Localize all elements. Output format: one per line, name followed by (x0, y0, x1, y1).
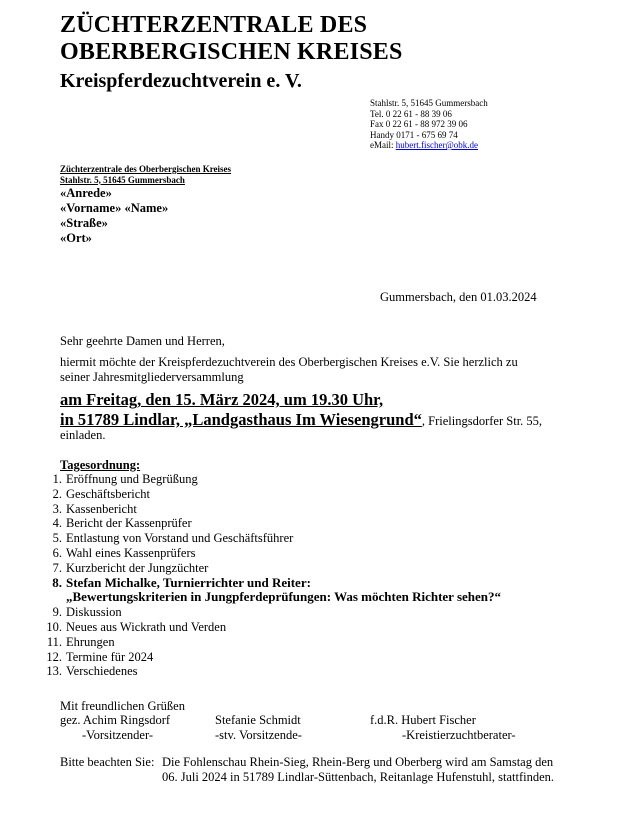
agenda-item-text: Bericht der Kassenprüfer (66, 516, 192, 531)
agenda-item-text: Verschiedenes (66, 664, 138, 679)
letterhead-line-2: OBERBERGISCHEN KREISES (60, 39, 403, 65)
agenda-item-number: 6. (52, 545, 62, 560)
agenda-item-number: 8. (52, 574, 62, 590)
agenda-item (46, 487, 501, 502)
agenda-item-text: Geschäftsbericht (66, 486, 150, 501)
intro-line-1: hiermit möchte der Kreispferdezuchtverein des Oberbergischen Kreises e.V. Sie herzlich zu (60, 355, 518, 369)
sender-line-2: Stahlstr. 5, 51645 Gummersbach (60, 174, 185, 185)
contact-address: Stahlstr. 5, 51645 Gummersbach (370, 98, 488, 108)
contact-handy: Handy 0171 - 675 69 74 (370, 129, 458, 140)
agenda-item-text: Entlastung von Vorstand und Geschäftsführer (66, 531, 294, 546)
letterhead-line-1: ZÜCHTERZENTRALE DES (60, 12, 368, 38)
agenda-item-text: Termine für 2024 (66, 649, 154, 664)
agenda-item-number: 1. (52, 472, 62, 486)
event-venue-row (60, 410, 542, 430)
intro-line-2: seiner Jahresmitgliederversammlung (60, 370, 244, 384)
agenda-item (46, 472, 501, 487)
recipient-city-field: «Ort» (60, 231, 92, 245)
note-line-1: Die Fohlenschau Rhein-Sieg, Rhein-Berg und Oberberg wird am Samstag den (162, 755, 554, 769)
contact-fax: Fax 0 22 61 - 88 972 39 06 (370, 119, 468, 129)
agenda-item-text: Diskussion (66, 605, 122, 620)
note-line-2: 06. Juli 2024 in 51789 Lindlar-Süttenbach, Reitanlage Hufenstuhl, stattfinden. (162, 770, 555, 784)
closing-greeting: Mit freundlichen Grüßen (60, 699, 185, 713)
agenda-item-number: 3. (52, 501, 62, 516)
agenda-item-text: Stefan Michalke, Turnierrichter und Reiter: (66, 574, 311, 590)
signature-1-name: gez. Achim Ringsdorf (60, 713, 171, 727)
salutation: Sehr geehrte Damen und Herren, (60, 334, 225, 348)
agenda-item-number: 2. (52, 486, 62, 501)
recipient-name-field: «Vorname» «Name» (60, 201, 169, 215)
agenda-item (46, 561, 501, 576)
letterhead-subtitle: Kreispferdezuchtverein e. V. (60, 70, 302, 92)
signature-1-role: -Vorsitzender- (82, 728, 154, 742)
event-venue-address: , Frielingsdorfer Str. 55, (421, 414, 543, 428)
signature-2-role: -stv. Vorsitzende- (215, 728, 302, 742)
agenda-item-number: 13. (46, 664, 62, 679)
note-label: Bitte beachten Sie: (60, 755, 155, 769)
agenda-item-text: Kassenbericht (66, 501, 137, 516)
agenda-item-number: 7. (52, 560, 62, 575)
event-venue: in 51789 Lindlar, „Landgasthaus Im Wiesengrund“ (60, 410, 422, 429)
agenda-title: Tagesordnung: (60, 458, 141, 472)
agenda-item-text: Ehrungen (66, 634, 115, 649)
signature-3-name: f.d.R. Hubert Fischer (370, 713, 476, 727)
agenda-list (46, 472, 501, 679)
recipient-street-field: «Straße» (60, 216, 108, 230)
contact-tel: Tel. 0 22 61 - 88 39 06 (370, 108, 452, 119)
contact-email-link[interactable]: hubert.fischer@obk.de (395, 140, 479, 150)
event-invite: einladen. (60, 428, 106, 442)
agenda-item (46, 546, 501, 561)
agenda-item-text: Neues aus Wickrath und Verden (66, 619, 227, 634)
contact-block (370, 98, 488, 151)
agenda-item (46, 650, 501, 665)
agenda-item-number: 4. (52, 516, 62, 531)
date-line: Gummersbach, den 01.03.2024 (380, 290, 537, 304)
agenda-item-8 (46, 576, 501, 591)
agenda-item-number: 5. (52, 531, 62, 546)
agenda-item-text: Wahl eines Kassenprüfers (66, 545, 196, 560)
agenda-item (46, 531, 501, 546)
agenda-item (46, 516, 501, 531)
sender-line-1: Züchterzentrale des Oberbergischen Kreises (60, 164, 232, 174)
contact-email-label: eMail: (370, 140, 396, 150)
signature-3-role: -Kreistierzuchtberater- (402, 728, 516, 742)
recipient-address (60, 186, 168, 246)
agenda-item (46, 605, 501, 620)
agenda-item-number: 9. (52, 605, 62, 620)
contact-email-row (370, 140, 488, 151)
event-date-time: am Freitag, den 15. März 2024, um 19.30 Uhr, (60, 390, 384, 409)
agenda-item-number: 10. (46, 619, 62, 634)
agenda-item (46, 620, 501, 635)
recipient-salutation-field: «Anrede» (60, 186, 112, 200)
agenda-item-8-topic: „Bewertungskriterien in Jungpferdeprüfungen: Was möchten Richter sehen?“ (66, 589, 502, 605)
agenda-item-text: Eröffnung und Begrüßung (66, 472, 198, 486)
signature-2-name: Stefanie Schmidt (215, 713, 301, 727)
agenda-item-text: Kurzbericht der Jungzüchter (66, 560, 209, 575)
agenda-item (46, 635, 501, 650)
agenda-item (46, 502, 501, 517)
agenda-item-number: 11. (46, 634, 62, 649)
sender-return-address (60, 164, 231, 185)
agenda-item-number: 12. (46, 649, 62, 664)
agenda-item (46, 664, 501, 679)
